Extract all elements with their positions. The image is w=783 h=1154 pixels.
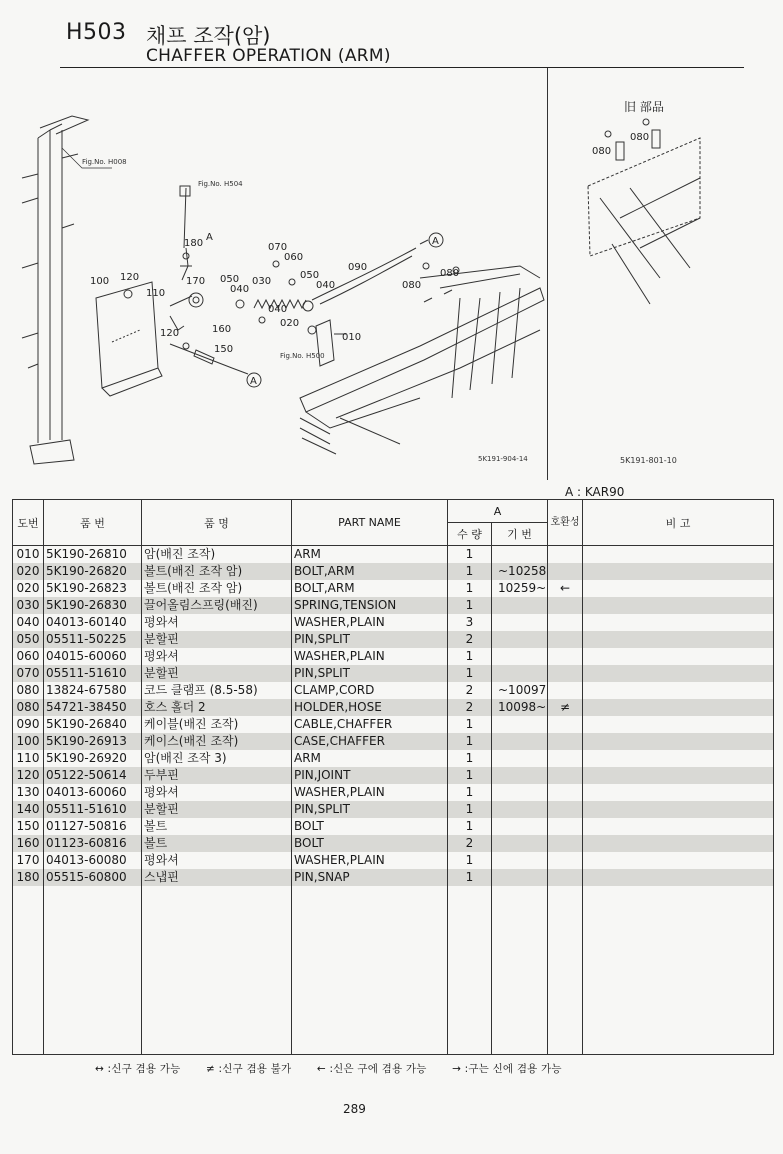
cell-part-number: 01123-60816 xyxy=(44,835,142,852)
cell-name-korean: 분할핀 xyxy=(142,801,292,818)
cell-part-name: WASHER,PLAIN xyxy=(292,648,448,665)
cell-compatibility xyxy=(548,614,583,631)
callout-040c: 040 xyxy=(268,304,288,315)
callout-020: 020 xyxy=(280,318,300,329)
cell-quantity: 1 xyxy=(448,580,492,597)
callout-040a: 040 xyxy=(230,284,250,295)
cell-ref-no: 080 xyxy=(13,699,44,716)
cell-serial-range xyxy=(492,801,548,818)
callout-120: 120 xyxy=(160,328,180,339)
legend-old-fits-new: → :구는 신에 겸용 가능 xyxy=(452,1063,562,1075)
cell-ref-no: 130 xyxy=(13,784,44,801)
cell-part-number: 05515-60800 xyxy=(44,869,142,886)
cell-compatibility xyxy=(548,665,583,682)
cell-compatibility xyxy=(548,750,583,767)
callout-060: 060 xyxy=(284,252,304,263)
cell-part-number: 01127-50816 xyxy=(44,818,142,835)
table-row xyxy=(13,869,774,886)
callout-040b: 040 xyxy=(316,280,336,291)
cell-compatibility xyxy=(548,784,583,801)
table-row xyxy=(13,597,774,614)
cell-part-number: 05122-50614 xyxy=(44,767,142,784)
cell-part-name: HOLDER,HOSE xyxy=(292,699,448,716)
svg-text:Fig.No. H500: Fig.No. H500 xyxy=(280,352,325,360)
cell-quantity: 1 xyxy=(448,869,492,886)
cell-name-korean: 평와셔 xyxy=(142,648,292,665)
callout-050a: 050 xyxy=(220,274,240,285)
cell-compatibility xyxy=(548,648,583,665)
empty-cell xyxy=(292,886,448,1055)
callout-130: 150 xyxy=(214,344,234,355)
table-row xyxy=(13,767,774,784)
table-row xyxy=(13,614,774,631)
cell-serial-range: ~10258 xyxy=(492,563,548,580)
cell-serial-range: 10259~ xyxy=(492,580,548,597)
table-row xyxy=(13,563,774,580)
cell-serial-range xyxy=(492,716,548,733)
cell-part-name: PIN,SPLIT xyxy=(292,665,448,682)
cell-compatibility xyxy=(548,597,583,614)
cell-remarks xyxy=(583,699,774,716)
table-row xyxy=(13,733,774,750)
cell-part-name: SPRING,TENSION xyxy=(292,597,448,614)
legend-not-interchangeable: ≠ :신구 겸용 불가 xyxy=(205,1063,292,1075)
table-row xyxy=(13,546,774,564)
callout-030: 030 xyxy=(252,276,272,287)
cell-remarks xyxy=(583,852,774,869)
cell-ref-no: 020 xyxy=(13,563,44,580)
cell-compatibility xyxy=(548,563,583,580)
cell-serial-range xyxy=(492,869,548,886)
cell-ref-no: 180 xyxy=(13,869,44,886)
section-title-english: CHAFFER OPERATION (ARM) xyxy=(146,46,391,66)
cell-quantity: 1 xyxy=(448,597,492,614)
callout-140: 160 xyxy=(212,324,232,335)
cell-compatibility xyxy=(548,869,583,886)
cell-remarks xyxy=(583,597,774,614)
cell-part-name: CLAMP,CORD xyxy=(292,682,448,699)
empty-cell xyxy=(583,886,774,1055)
table-row xyxy=(13,665,774,682)
cell-quantity: 1 xyxy=(448,750,492,767)
cell-serial-range xyxy=(492,835,548,852)
cell-name-korean: 코드 클램프 (8.5-58) xyxy=(142,682,292,699)
cell-remarks xyxy=(583,563,774,580)
cell-part-name: BOLT,ARM xyxy=(292,580,448,597)
cell-name-korean: 볼트(배진 조작 암) xyxy=(142,563,292,580)
callout-090: 090 xyxy=(348,262,368,273)
cell-ref-no: 100 xyxy=(13,733,44,750)
header-part-number: 품 번 xyxy=(44,500,142,546)
table-row xyxy=(13,835,774,852)
empty-cell xyxy=(44,886,142,1055)
svg-text:Fig.No. H504: Fig.No. H504 xyxy=(198,180,243,188)
control-rod xyxy=(170,343,248,374)
cell-part-number: 5K190-26810 xyxy=(44,546,142,564)
cell-serial-range xyxy=(492,733,548,750)
cell-remarks xyxy=(583,682,774,699)
cell-remarks xyxy=(583,546,774,564)
cell-quantity: 2 xyxy=(448,835,492,852)
machine-frame xyxy=(300,263,544,454)
table-row xyxy=(13,699,774,716)
cell-ref-no: 060 xyxy=(13,648,44,665)
cell-quantity: 1 xyxy=(448,767,492,784)
callout-150: 170 xyxy=(186,276,206,287)
cell-part-name: PIN,SNAP xyxy=(292,869,448,886)
table-row xyxy=(13,648,774,665)
frame-pillar xyxy=(22,116,88,464)
table-row xyxy=(13,750,774,767)
cell-ref-no: 040 xyxy=(13,614,44,631)
empty-cell xyxy=(492,886,548,1055)
exploded-parts-diagram xyxy=(0,68,783,480)
chaffer-cable xyxy=(273,240,428,311)
legend-new-fits-old: ← :신은 구에 겸용 가능 xyxy=(316,1063,427,1075)
cell-remarks xyxy=(583,801,774,818)
cell-compatibility xyxy=(548,852,583,869)
svg-text:Fig.No. H008: Fig.No. H008 xyxy=(82,158,127,166)
cell-ref-no: 090 xyxy=(13,716,44,733)
cell-serial-range xyxy=(492,614,548,631)
empty-cell xyxy=(142,886,292,1055)
cell-part-number: 04013-60140 xyxy=(44,614,142,631)
callout-110: 110 xyxy=(146,288,166,299)
callout-100: 100 xyxy=(90,276,110,287)
cell-name-korean: 암(배진 조작 3) xyxy=(142,750,292,767)
callout-160: 120 xyxy=(120,272,140,283)
header-name-korean: 품 명 xyxy=(142,500,292,546)
cell-name-korean: 케이스(배진 조작) xyxy=(142,733,292,750)
fig-ref-h500 xyxy=(280,352,325,360)
cell-name-korean: 끌어올림스프링(배진) xyxy=(142,597,292,614)
callout-180: A xyxy=(206,232,213,243)
cell-part-name: WASHER,PLAIN xyxy=(292,852,448,869)
figure-code-old: 5K191-801-10 xyxy=(620,456,677,465)
cell-name-korean: 호스 홀더 2 xyxy=(142,699,292,716)
cell-ref-no: 140 xyxy=(13,801,44,818)
cell-compatibility xyxy=(548,818,583,835)
cell-serial-range xyxy=(492,665,548,682)
cell-part-number: 04015-60060 xyxy=(44,648,142,665)
old-callout-080b: 080 xyxy=(630,132,650,143)
section-code: H503 xyxy=(66,20,127,45)
connector-a-bottom: A xyxy=(250,376,257,387)
cell-compatibility xyxy=(548,682,583,699)
table-row xyxy=(13,716,774,733)
cell-compatibility xyxy=(548,767,583,784)
cell-name-korean: 평와셔 xyxy=(142,614,292,631)
case-chaffer-part xyxy=(96,282,162,396)
cell-remarks xyxy=(583,648,774,665)
cell-ref-no: 010 xyxy=(13,546,44,564)
cell-part-name: PIN,SPLIT xyxy=(292,801,448,818)
table-row xyxy=(13,852,774,869)
cell-remarks xyxy=(583,716,774,733)
callout-050b: 050 xyxy=(300,270,320,281)
cell-remarks xyxy=(583,750,774,767)
old-callout-080a: 080 xyxy=(592,146,612,157)
cell-part-number: 04013-60080 xyxy=(44,852,142,869)
cell-remarks xyxy=(583,631,774,648)
arm-assembly xyxy=(170,186,206,330)
page-number: 289 xyxy=(343,1102,366,1116)
cell-remarks xyxy=(583,835,774,852)
cell-part-name: BOLT,ARM xyxy=(292,563,448,580)
cell-serial-range xyxy=(492,648,548,665)
cell-ref-no: 170 xyxy=(13,852,44,869)
cell-serial-range: 10098~ xyxy=(492,699,548,716)
cell-quantity: 1 xyxy=(448,716,492,733)
cell-part-name: PIN,SPLIT xyxy=(292,631,448,648)
cell-part-number: 5K190-26920 xyxy=(44,750,142,767)
table-row xyxy=(13,682,774,699)
header-no: 도번 xyxy=(13,500,44,546)
cell-part-name: WASHER,PLAIN xyxy=(292,614,448,631)
cell-quantity: 1 xyxy=(448,665,492,682)
callout-010: 010 xyxy=(342,332,362,343)
cell-serial-range xyxy=(492,546,548,564)
cell-serial-range xyxy=(492,784,548,801)
cell-quantity: 1 xyxy=(448,563,492,580)
cell-serial-range xyxy=(492,767,548,784)
cell-ref-no: 110 xyxy=(13,750,44,767)
cell-name-korean: 케이블(배진 조작) xyxy=(142,716,292,733)
cell-part-number: 5K190-26823 xyxy=(44,580,142,597)
parts-list-table xyxy=(12,499,774,1055)
cell-part-name: BOLT xyxy=(292,818,448,835)
cell-ref-no: 150 xyxy=(13,818,44,835)
cell-serial-range xyxy=(492,631,548,648)
cell-name-korean: 평와셔 xyxy=(142,784,292,801)
cell-serial-range xyxy=(492,818,548,835)
cell-quantity: 1 xyxy=(448,546,492,564)
cell-part-name: CASE,CHAFFER xyxy=(292,733,448,750)
table-row xyxy=(13,784,774,801)
cell-part-number: 5K190-26820 xyxy=(44,563,142,580)
parts-list-body xyxy=(13,546,774,1055)
cell-part-number: 5K190-26913 xyxy=(44,733,142,750)
cell-serial-range xyxy=(492,852,548,869)
table-filler-row xyxy=(13,886,774,1055)
cell-remarks xyxy=(583,614,774,631)
cell-remarks xyxy=(583,733,774,750)
cell-part-name: WASHER,PLAIN xyxy=(292,784,448,801)
cell-part-number: 05511-50225 xyxy=(44,631,142,648)
cell-quantity: 1 xyxy=(448,818,492,835)
callout-labels xyxy=(90,132,649,355)
callout-170: 180 xyxy=(184,238,204,249)
cell-compatibility xyxy=(548,733,583,750)
cell-part-number: 05511-51610 xyxy=(44,801,142,818)
cell-remarks xyxy=(583,767,774,784)
cell-name-korean: 분할핀 xyxy=(142,665,292,682)
table-row xyxy=(13,631,774,648)
cell-ref-no: 160 xyxy=(13,835,44,852)
table-row xyxy=(13,801,774,818)
cell-compatibility xyxy=(548,631,583,648)
cell-quantity: 1 xyxy=(448,852,492,869)
cell-name-korean: 두부핀 xyxy=(142,767,292,784)
cell-part-name: BOLT xyxy=(292,835,448,852)
cell-compatibility: ← xyxy=(548,580,583,597)
compatibility-legend xyxy=(95,1061,584,1076)
cell-remarks xyxy=(583,665,774,682)
cell-name-korean: 암(배진 조작) xyxy=(142,546,292,564)
fig-ref-h008 xyxy=(82,158,127,166)
cell-name-korean: 분할핀 xyxy=(142,631,292,648)
cell-quantity: 1 xyxy=(448,648,492,665)
cell-part-name: PIN,JOINT xyxy=(292,767,448,784)
header-serial: 기 번 xyxy=(492,523,548,546)
cell-ref-no: 070 xyxy=(13,665,44,682)
cell-remarks xyxy=(583,580,774,597)
table-row xyxy=(13,818,774,835)
cell-ref-no: 020 xyxy=(13,580,44,597)
cell-compatibility: ≠ xyxy=(548,699,583,716)
cell-part-number: 5K190-26830 xyxy=(44,597,142,614)
cell-name-korean: 스냅핀 xyxy=(142,869,292,886)
cell-part-name: CABLE,CHAFFER xyxy=(292,716,448,733)
fig-ref-h504 xyxy=(198,180,243,188)
empty-cell xyxy=(448,886,492,1055)
cell-compatibility xyxy=(548,801,583,818)
cell-name-korean: 볼트 xyxy=(142,835,292,852)
connector-a-top: A xyxy=(432,236,439,247)
cell-compatibility xyxy=(548,835,583,852)
cell-part-number: 5K190-26840 xyxy=(44,716,142,733)
cell-name-korean: 볼트 xyxy=(142,818,292,835)
cell-quantity: 2 xyxy=(448,631,492,648)
table-row xyxy=(13,580,774,597)
cell-quantity: 3 xyxy=(448,614,492,631)
cell-remarks xyxy=(583,869,774,886)
empty-cell xyxy=(548,886,583,1055)
cell-part-number: 54721-38450 xyxy=(44,699,142,716)
cell-quantity: 1 xyxy=(448,733,492,750)
empty-cell xyxy=(13,886,44,1055)
cell-ref-no: 120 xyxy=(13,767,44,784)
model-note: A : KAR90 xyxy=(565,485,625,499)
cell-ref-no: 050 xyxy=(13,631,44,648)
cell-serial-range xyxy=(492,597,548,614)
cell-quantity: 1 xyxy=(448,801,492,818)
cell-compatibility xyxy=(548,716,583,733)
cell-quantity: 2 xyxy=(448,699,492,716)
callout-080a: 080 xyxy=(440,268,460,279)
cell-part-number: 04013-60060 xyxy=(44,784,142,801)
legend-interchangeable: ↔ :신구 겸용 가능 xyxy=(95,1063,181,1075)
header-compatibility: 호환성 xyxy=(548,500,583,546)
cell-ref-no: 030 xyxy=(13,597,44,614)
old-parts-title: 旧 部品 xyxy=(624,100,664,114)
section-title-korean: 채프 조작(암) xyxy=(146,24,271,48)
cell-compatibility xyxy=(548,546,583,564)
header-quantity: 수 량 xyxy=(448,523,492,546)
cell-name-korean: 평와셔 xyxy=(142,852,292,869)
cell-quantity: 1 xyxy=(448,784,492,801)
cell-quantity: 2 xyxy=(448,682,492,699)
header-part-name: PART NAME xyxy=(292,500,448,546)
header-group-a: A xyxy=(448,500,548,523)
cell-serial-range: ~10097 xyxy=(492,682,548,699)
cell-name-korean: 볼트(배진 조작 암) xyxy=(142,580,292,597)
header-remarks: 비 고 xyxy=(583,500,774,546)
cell-remarks xyxy=(583,784,774,801)
callout-080b: 080 xyxy=(402,280,422,291)
cell-part-number: 05511-51610 xyxy=(44,665,142,682)
figure-code-main: 5K191-904-14 xyxy=(478,455,528,463)
cell-serial-range xyxy=(492,750,548,767)
cell-part-name: ARM xyxy=(292,750,448,767)
cell-remarks xyxy=(583,818,774,835)
callout-070: 070 xyxy=(268,242,288,253)
cell-ref-no: 080 xyxy=(13,682,44,699)
cell-part-number: 13824-67580 xyxy=(44,682,142,699)
cell-part-name: ARM xyxy=(292,546,448,564)
